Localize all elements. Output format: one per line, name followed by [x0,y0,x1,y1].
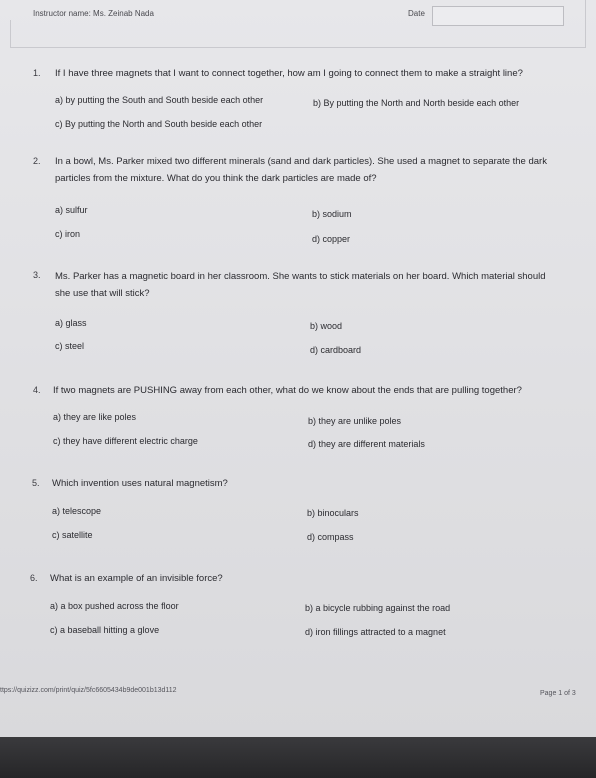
answer-option[interactable]: a) they are like poles [53,412,137,422]
question-number: 3. [33,270,41,280]
question-text: If two magnets are PUSHING away from each other, what do we know about the ends that are pulling together? [53,385,522,396]
answer-option[interactable]: d) compass [307,532,354,542]
date-label: Date [408,9,425,18]
answer-option[interactable]: b) wood [310,321,343,331]
answer-option[interactable]: b) By putting the North and North beside each other [313,98,520,108]
question-number: 1. [33,68,41,78]
answer-option[interactable]: b) binoculars [307,508,359,518]
question-number: 5. [32,478,40,488]
answer-option[interactable]: a) a box pushed across the floor [50,601,179,611]
date-field[interactable] [432,6,564,26]
answer-option[interactable]: a) glass [55,318,87,328]
question-text: Ms. Parker has a magnetic board in her classroom. She wants to stick materials on her board. Which material should she use that will stick? [55,271,546,299]
answer-option[interactable]: c) they have different electric charge [53,436,198,446]
answer-option[interactable]: b) they are unlike poles [308,416,402,426]
answer-option[interactable]: a) by putting the South and South beside each other [55,95,264,105]
answer-option[interactable]: a) telescope [52,506,102,516]
header-left-edge [10,20,11,48]
answer-option[interactable]: c) steel [55,341,85,351]
question-text: In a bowl, Ms. Parker mixed two different minerals (sand and dark particles). She used a magnet to separate the dark particles from the mixture. What do you think the dark particles are made of? [55,156,547,184]
answer-option[interactable]: b) sodium [312,209,352,219]
instructor-name: Instructor name: Ms. Zeinab Nada [33,9,154,18]
answer-option[interactable]: d) copper [312,234,351,244]
header-divider [10,47,586,48]
answer-option[interactable]: d) iron fillings attracted to a magnet [305,627,446,637]
answer-option[interactable]: c) iron [55,229,81,239]
answer-option[interactable]: c) satellite [52,530,93,540]
question-number: 4. [33,385,41,395]
header-right-edge [585,0,586,48]
question-text: Which invention uses natural magnetism? [52,478,228,489]
question-number: 6. [30,573,38,583]
question-text: What is an example of an invisible force? [50,573,223,584]
answer-option[interactable]: d) they are different materials [308,439,425,449]
answer-option[interactable]: b) a bicycle rubbing against the road [305,603,451,613]
question-text: If I have three magnets that I want to connect together, how am I going to connect them to make a straight line? [55,68,523,79]
footer-url: ttps://quizizz.com/print/quiz/5fc6605434b9de001b13d112 [0,687,177,694]
answer-option[interactable]: d) cardboard [310,345,362,355]
page-number: Page 1 of 3 [540,690,576,697]
question-number: 2. [33,156,41,166]
screen-bottom-edge [0,737,596,778]
answer-option[interactable]: c) By putting the North and South beside each other [55,119,263,129]
answer-option[interactable]: c) a baseball hitting a glove [50,625,160,635]
answer-option[interactable]: a) sulfur [55,205,88,215]
